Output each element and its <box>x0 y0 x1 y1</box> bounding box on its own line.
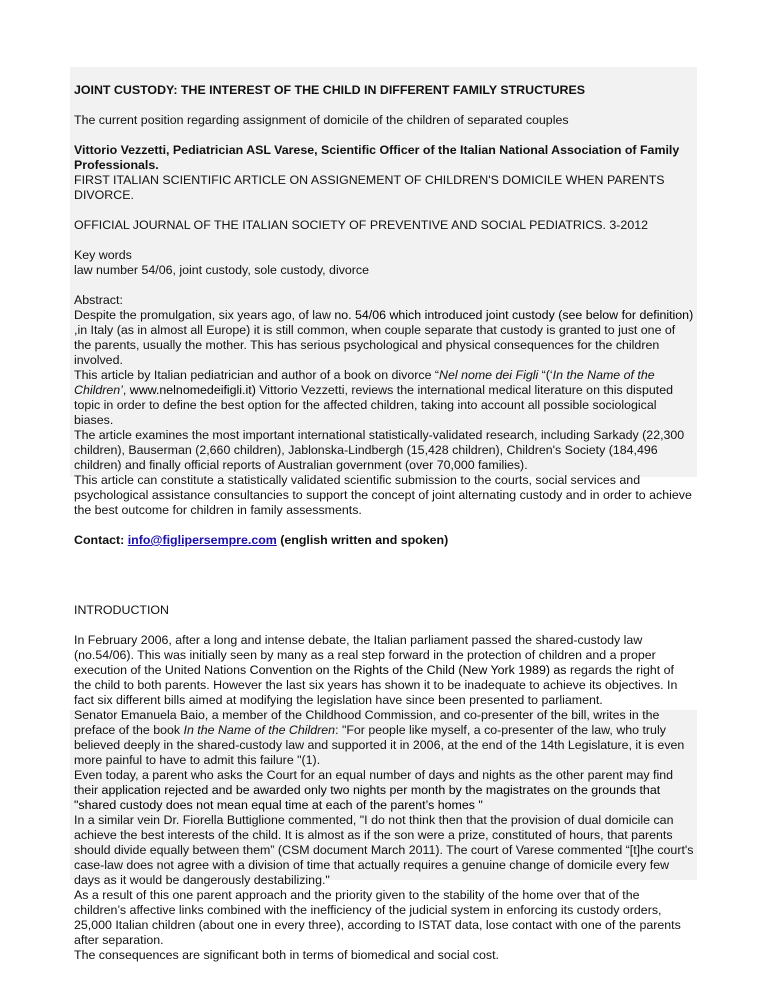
abstract-heading: Abstract: <box>74 293 123 307</box>
abstract-paragraph-1 <box>74 308 694 368</box>
author-line: Vittorio Vezzetti, Pediatrician ASL Varese, Scientific Officer of the Italian National Association of Family Professionals. <box>74 143 680 172</box>
intro-paragraph-3 <box>74 768 694 813</box>
document-page <box>74 70 694 963</box>
intro-book-title: In the Name of the Children <box>183 723 336 737</box>
intro-p3-text: Even today, a parent who asks the Court for an equal number of days and nights as the other parent may find their <box>74 768 674 797</box>
abstract-paragraph-4: This article can constitute a statistically validated scientific submission to the courts, social services and psychological assistance consultancies to support the concept of joint alternating custody and in order to achieve the best outcome for children in family assessments. <box>74 473 692 517</box>
article-title: JOINT CUSTODY: THE INTEREST OF THE CHILD IN DIFFERENT FAMILY STRUCTURES <box>74 83 586 97</box>
contact-email-link[interactable]: info@figlipersempre.com <box>127 533 277 547</box>
intro-paragraph-5: As a result of this one parent approach and the priority given to the stability of the home over that of the children’s affective links combined with the inefficiency of the judicial system in enforcing its custody orders, 25,000 Italian children (about one in every three), according to ISTAT data, lose contact with one of the parents after separation. <box>74 888 681 947</box>
book-title-english: In the Name of the Children’ <box>74 368 655 397</box>
keywords-text: law number 54/06, joint custody, sole custody, divorce <box>74 263 370 277</box>
journal-line: OFFICIAL JOURNAL OF THE ITALIAN SOCIETY OF PREVENTIVE AND SOCIAL PEDIATRICS. 3-2012 <box>74 218 649 232</box>
book-title-italian: Nel nome dei Figli <box>439 368 539 382</box>
abstract-paragraph-3: The article examines the most important international statistically-validated research, including Sarkady (22,300 children), Bauserman (2,660 children), Jablonska-Lindbergh (15,428 children), Children's Society (184,496 children) and finally official reports of Australian government (over 70,000 families). <box>74 428 685 472</box>
intro-p2-text: Senator Emanuela Baio, a member of the Childhood Commission, and co-presenter of the bill, writes in the preface of the book <box>74 708 660 737</box>
abstract-p2-text: This article by Italian pediatrician and author of a book on divorce “ <box>74 368 440 382</box>
intro-p2-rest: : "For people like myself, a co-presenter of the law, who truly believed deeply in the shared-custody law and supported it in 2006, at the end of the 14th Legislature, it is even more painful to have to admit this failure "(1). <box>74 723 685 767</box>
contact-label: Contact: <box>74 533 128 547</box>
intro-p1-rest: regards the right of the child to both parents. However the last six years has shown it to be inadequate to achieve its objectives. In fact six different bills aimed at modifying the legislation have since been presented to parliament. <box>74 663 678 707</box>
intro-p1-convention: Convention on the Rights of the Child (New York 1989) as <box>249 663 567 677</box>
contact-note: (english written and spoken) <box>276 533 449 547</box>
introduction-heading: INTRODUCTION <box>74 603 169 617</box>
intro-paragraph-6: The consequences are significant both in terms of biomedical and social cost. <box>74 948 499 962</box>
abstract-paragraph-2 <box>74 368 694 428</box>
abstract-p2-rest: Vittorio Vezzetti, reviews the international medical literature on this disputed topic in order to define the best option for the affected children, taking into account all possible sociological biases. <box>74 383 673 427</box>
article-subtitle: The current position regarding assignment of domicile of the children of separated couples <box>74 113 569 127</box>
contact-line <box>74 533 694 548</box>
abstract-p2-comma: , <box>122 383 130 397</box>
abstract-p1-rest: ,in Italy (as in almost all Europe) it is still common, when couple separate that custody is granted to just one of the parents, usually the mother. This has serious psychological and physical consequences for the children involved. <box>74 323 676 367</box>
intro-p3-rest: application rejected and be awarded only two nights per month by the magistrates on the grounds that "shared custody does not mean equal time at each of the parent’s homes " <box>74 783 661 812</box>
intro-p1-text: In February 2006, after a long and intense debate, the Italian parliament passed the shared-custody law (no.54/06). This was initially seen by many as a real step forward in the protection of children and a proper execution of the United Nations <box>74 633 656 677</box>
book-website: www.nelnomedeifigli.it) <box>129 383 256 397</box>
abstract-p2-quote: “(‘ <box>538 368 553 382</box>
first-article-note: FIRST ITALIAN SCIENTIFIC ARTICLE ON ASSIGNEMENT OF CHILDREN'S DOMICILE WHEN PARENTS DIVORCE. <box>74 173 665 202</box>
intro-paragraph-2 <box>74 708 694 768</box>
intro-paragraph-4: In a similar vein Dr. Fiorella Buttiglione commented, "I do not think then that the provision of dual domicile can achieve the best interests of the child. It is almost as if the son were a prize, constituted of hours, that parents should divide equally between them” (CSM document March 2011). The court of Varese commented “[t]he court's case-law does not agree with a division of time that actually requires a genuine change of domicile every few days as it would be dangerously destabilizing." <box>74 813 694 887</box>
abstract-p1-law: no. 54/06 which introduced joint custody (see below for definition) <box>334 308 694 322</box>
keywords-heading: Key words <box>74 248 132 262</box>
abstract-p1-text: Despite the promulgation, six years ago, of law <box>74 308 335 322</box>
intro-paragraph-1 <box>74 633 694 708</box>
